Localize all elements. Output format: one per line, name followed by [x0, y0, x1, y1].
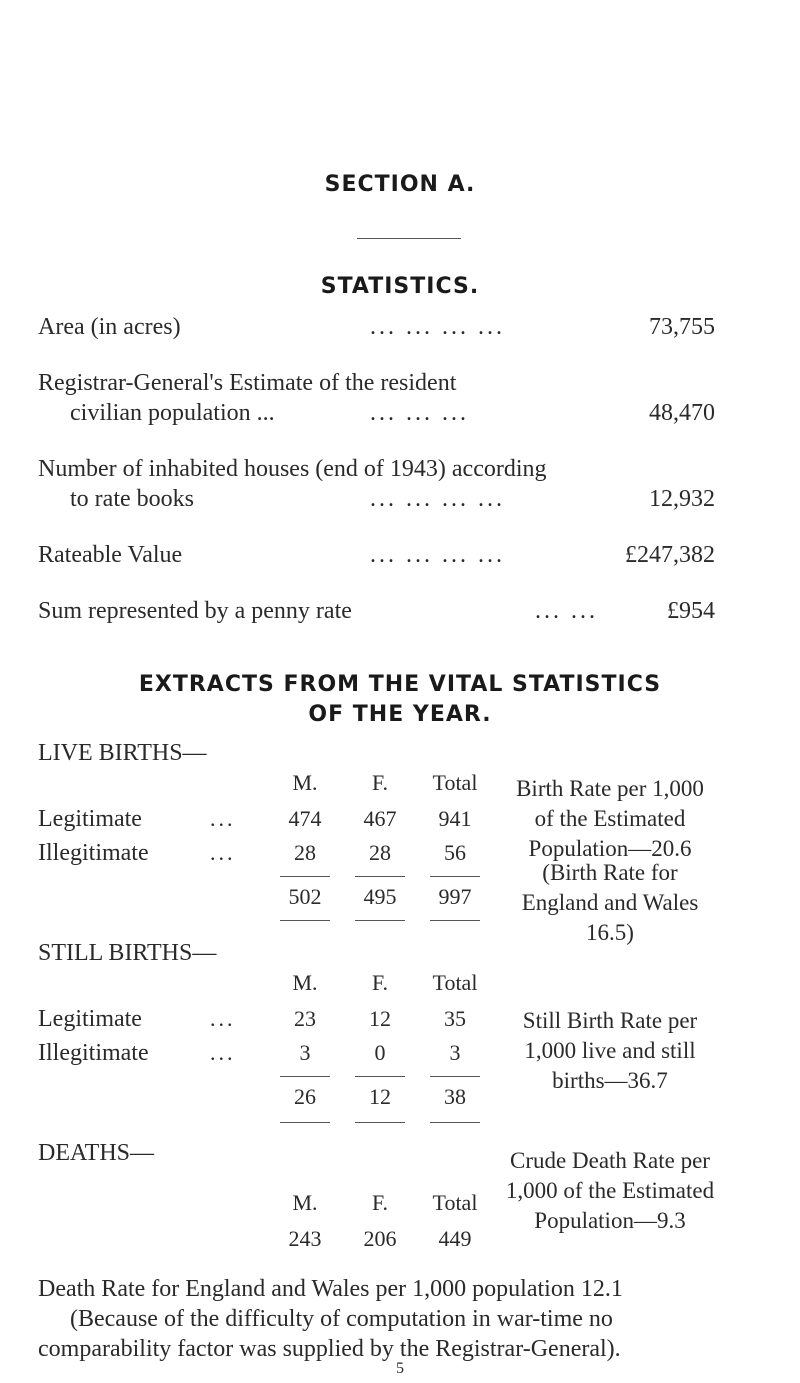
- still-col-total: Total: [432, 970, 478, 995]
- still-legit-dots: ...: [210, 1006, 236, 1031]
- live-legit-f: 467: [363, 806, 397, 831]
- still-illegit-f: 0: [374, 1040, 386, 1065]
- houses-label-cont: to rate books: [70, 486, 194, 512]
- death-rate-note: Crude Death Rate per 1,000 of the Estimated Population—9.3: [505, 1148, 715, 1233]
- houses-value: 12,932: [649, 486, 715, 512]
- live-legit-label: Legitimate: [38, 806, 142, 832]
- still-rule2-total: [430, 1122, 480, 1123]
- area-dots: ... ... ... ...: [370, 314, 505, 340]
- page-number: 5: [396, 1360, 404, 1377]
- live-rule2-f: [355, 920, 405, 921]
- deaths-heading: DEATHS—: [38, 1140, 155, 1166]
- penny-rate-dots: ... ...: [535, 598, 598, 624]
- population-label-cont: civilian population ...: [70, 400, 275, 426]
- still-rule-f: [355, 1076, 405, 1077]
- live-legit-dots: ...: [210, 806, 236, 831]
- deaths-col-m: M.: [292, 1190, 318, 1215]
- still-col-f: F.: [372, 970, 388, 995]
- live-col-total: Total: [432, 770, 478, 795]
- vital-title: EXTRACTS FROM THE VITAL STATISTICS: [138, 672, 662, 697]
- still-births-heading: STILL BIRTHS—: [38, 940, 217, 966]
- live-legit-total: 941: [438, 806, 472, 831]
- still-total-m: 26: [294, 1084, 316, 1109]
- live-rule2-total: [430, 920, 480, 921]
- deaths-m: 243: [288, 1226, 322, 1251]
- title-divider: [357, 238, 461, 239]
- rateable-dots: ... ... ... ...: [370, 542, 505, 568]
- footer-line-2: (Because of the difficulty of computation in war-time no: [70, 1306, 613, 1332]
- penny-rate-value: £954: [667, 598, 715, 624]
- deaths-f: 206: [363, 1226, 397, 1251]
- population-value: 48,470: [649, 400, 715, 426]
- live-rule-f: [355, 876, 405, 877]
- still-col-m: M.: [292, 970, 318, 995]
- live-illegit-label: Illegitimate: [38, 840, 149, 866]
- still-illegit-dots: ...: [210, 1040, 236, 1065]
- live-total-m: 502: [288, 884, 322, 909]
- live-illegit-m: 28: [294, 840, 316, 865]
- footer-line-1: Death Rate for England and Wales per 1,000 population 12.1: [38, 1276, 623, 1302]
- live-rule-total: [430, 876, 480, 877]
- population-label: Registrar-General's Estimate of the resident: [38, 370, 457, 396]
- live-legit-m: 474: [288, 806, 322, 831]
- still-total-f: 12: [369, 1084, 391, 1109]
- houses-dots: ... ... ... ...: [370, 486, 505, 512]
- still-legit-f: 12: [369, 1006, 391, 1031]
- footer-line-3: comparability factor was supplied by the Registrar-General).: [38, 1336, 621, 1362]
- vital-title-year: OF THE YEAR.: [308, 702, 492, 727]
- live-rule2-m: [280, 920, 330, 921]
- rateable-value: £247,382: [625, 542, 715, 568]
- still-rule2-m: [280, 1122, 330, 1123]
- live-rule-m: [280, 876, 330, 877]
- deaths-total: 449: [438, 1226, 472, 1251]
- live-col-f: F.: [372, 770, 388, 795]
- statistics-title: STATISTICS.: [320, 274, 480, 299]
- still-legit-m: 23: [294, 1006, 316, 1031]
- birth-rate-note: Birth Rate per 1,000 of the Estimated Population—20.6: [516, 776, 704, 861]
- live-total-total: 997: [438, 884, 472, 909]
- still-illegit-label: Illegitimate: [38, 1040, 149, 1066]
- still-rule-total: [430, 1076, 480, 1077]
- deaths-col-total: Total: [432, 1190, 478, 1215]
- live-births-heading: LIVE BIRTHS—: [38, 740, 207, 766]
- still-rule2-f: [355, 1122, 405, 1123]
- live-illegit-total: 56: [444, 840, 466, 865]
- live-total-f: 495: [363, 884, 397, 909]
- still-rule-m: [280, 1076, 330, 1077]
- live-illegit-dots: ...: [210, 840, 236, 865]
- section-title: SECTION A.: [324, 172, 476, 197]
- live-illegit-f: 28: [369, 840, 391, 865]
- still-illegit-m: 3: [299, 1040, 311, 1065]
- area-label: Area (in acres): [38, 314, 181, 340]
- still-legit-label: Legitimate: [38, 1006, 142, 1032]
- live-col-m: M.: [292, 770, 318, 795]
- penny-rate-label: Sum represented by a penny rate: [38, 598, 352, 624]
- deaths-col-f: F.: [372, 1190, 388, 1215]
- birth-rate-england-note: (Birth Rate for England and Wales 16.5): [521, 860, 699, 945]
- still-birth-rate-note: Still Birth Rate per 1,000 live and still births—36.7: [522, 1008, 698, 1093]
- area-value: 73,755: [649, 314, 715, 340]
- still-legit-total: 35: [444, 1006, 466, 1031]
- population-dots: ... ... ...: [370, 400, 469, 426]
- still-illegit-total: 3: [449, 1040, 461, 1065]
- still-total-total: 38: [444, 1084, 466, 1109]
- houses-label: Number of inhabited houses (end of 1943) according: [38, 456, 547, 482]
- rateable-label: Rateable Value: [38, 542, 183, 568]
